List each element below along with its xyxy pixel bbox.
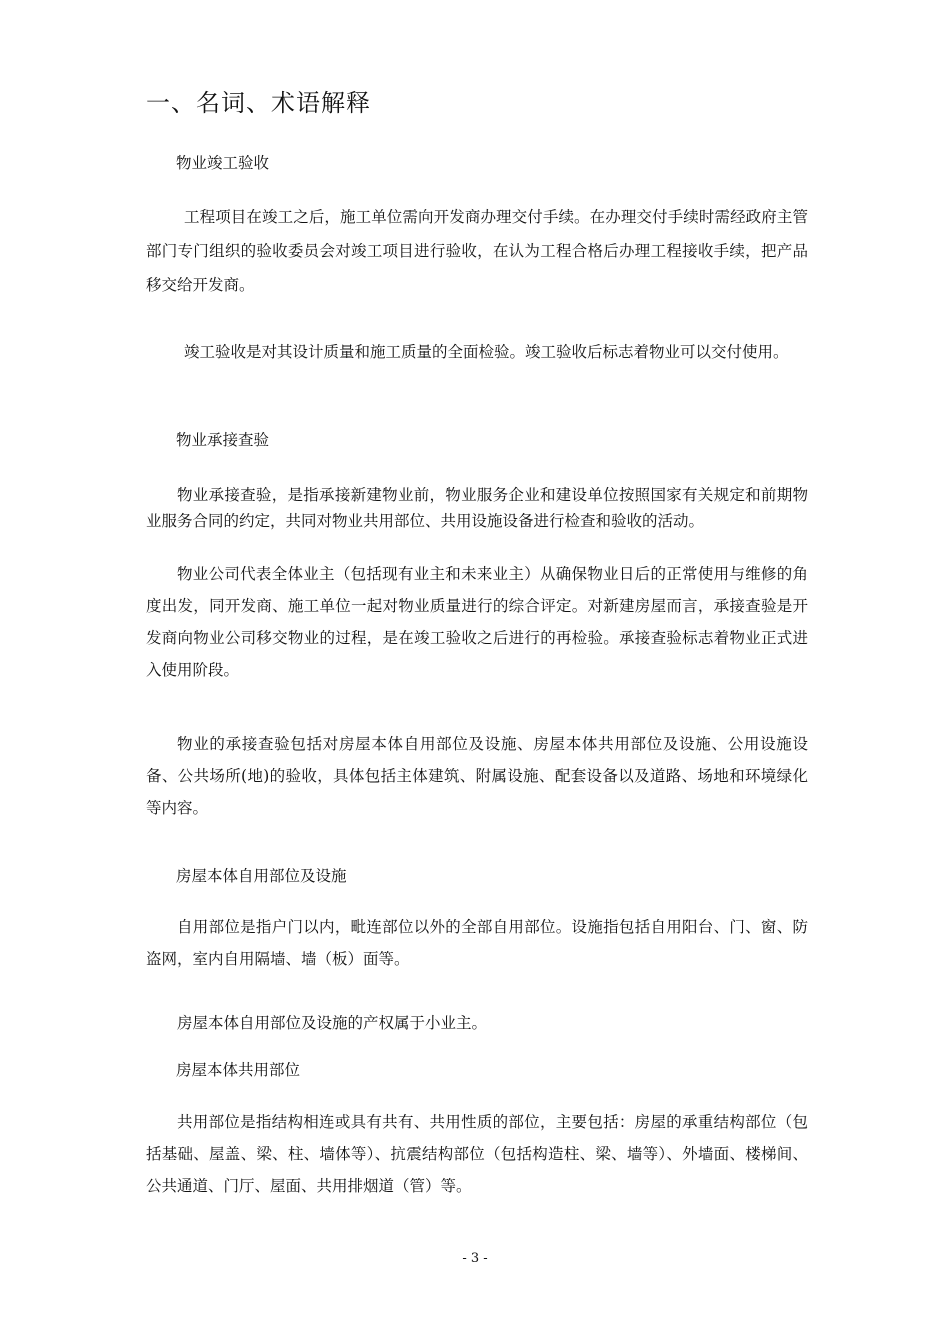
paragraph: 物业承接查验，是指承接新建物业前，物业服务企业和建设单位按照国家有关规定和前期物业服务合同的约定，共同对物业共用部位、共用设施设备进行检查和验收的活动。: [146, 486, 808, 530]
page-number: - 3 -: [462, 1251, 488, 1266]
paragraph: 房屋本体自用部位及设施的产权属于小业主。: [177, 1014, 488, 1032]
paragraph: 自用部位是指户门以内，毗连部位以外的全部自用部位。设施指包括自用阳台、门、窗、防盗网，室内自用隔墙、墙（板）面等。: [146, 918, 808, 968]
paragraph: 工程项目在竣工之后，施工单位需向开发商办理交付手续。在办理交付手续时需经政府主管部门专门组织的验收委员会对竣工项目进行验收，在认为工程合格后办理工程接收手续，把产品移交给开发商。: [146, 208, 808, 294]
term-heading: 物业竣工验收: [176, 154, 270, 172]
section-title: 一、名词、术语解释: [146, 89, 371, 117]
term-heading: 物业承接查验: [176, 431, 270, 449]
paragraph: 竣工验收是对其设计质量和施工质量的全面检验。竣工验收后标志着物业可以交付使用。: [184, 343, 789, 361]
term-heading: 房屋本体自用部位及设施: [176, 867, 347, 885]
paragraph: 共用部位是指结构相连或具有共有、共用性质的部位，主要包括：房屋的承重结构部位（包括基础、屋盖、梁、柱、墙体等）、抗震结构部位（包括构造柱、梁、墙等）、外墙面、楼梯间、公共通道、门厅、屋面、共用排烟道（管）等。: [146, 1113, 808, 1195]
term-heading: 房屋本体共用部位: [176, 1061, 301, 1079]
paragraph: 物业公司代表全体业主（包括现有业主和未来业主）从确保物业日后的正常使用与维修的角度出发，同开发商、施工单位一起对物业质量进行的综合评定。对新建房屋而言，承接查验是开发商向物业公司移交物业的过程，是在竣工验收之后进行的再检验。承接查验标志着物业正式进入使用阶段。: [146, 565, 808, 679]
paragraph: 物业的承接查验包括对房屋本体自用部位及设施、房屋本体共用部位及设施、公用设施设备、公共场所(地)的验收，具体包括主体建筑、附属设施、配套设备以及道路、场地和环境绿化等内容。: [146, 735, 808, 817]
